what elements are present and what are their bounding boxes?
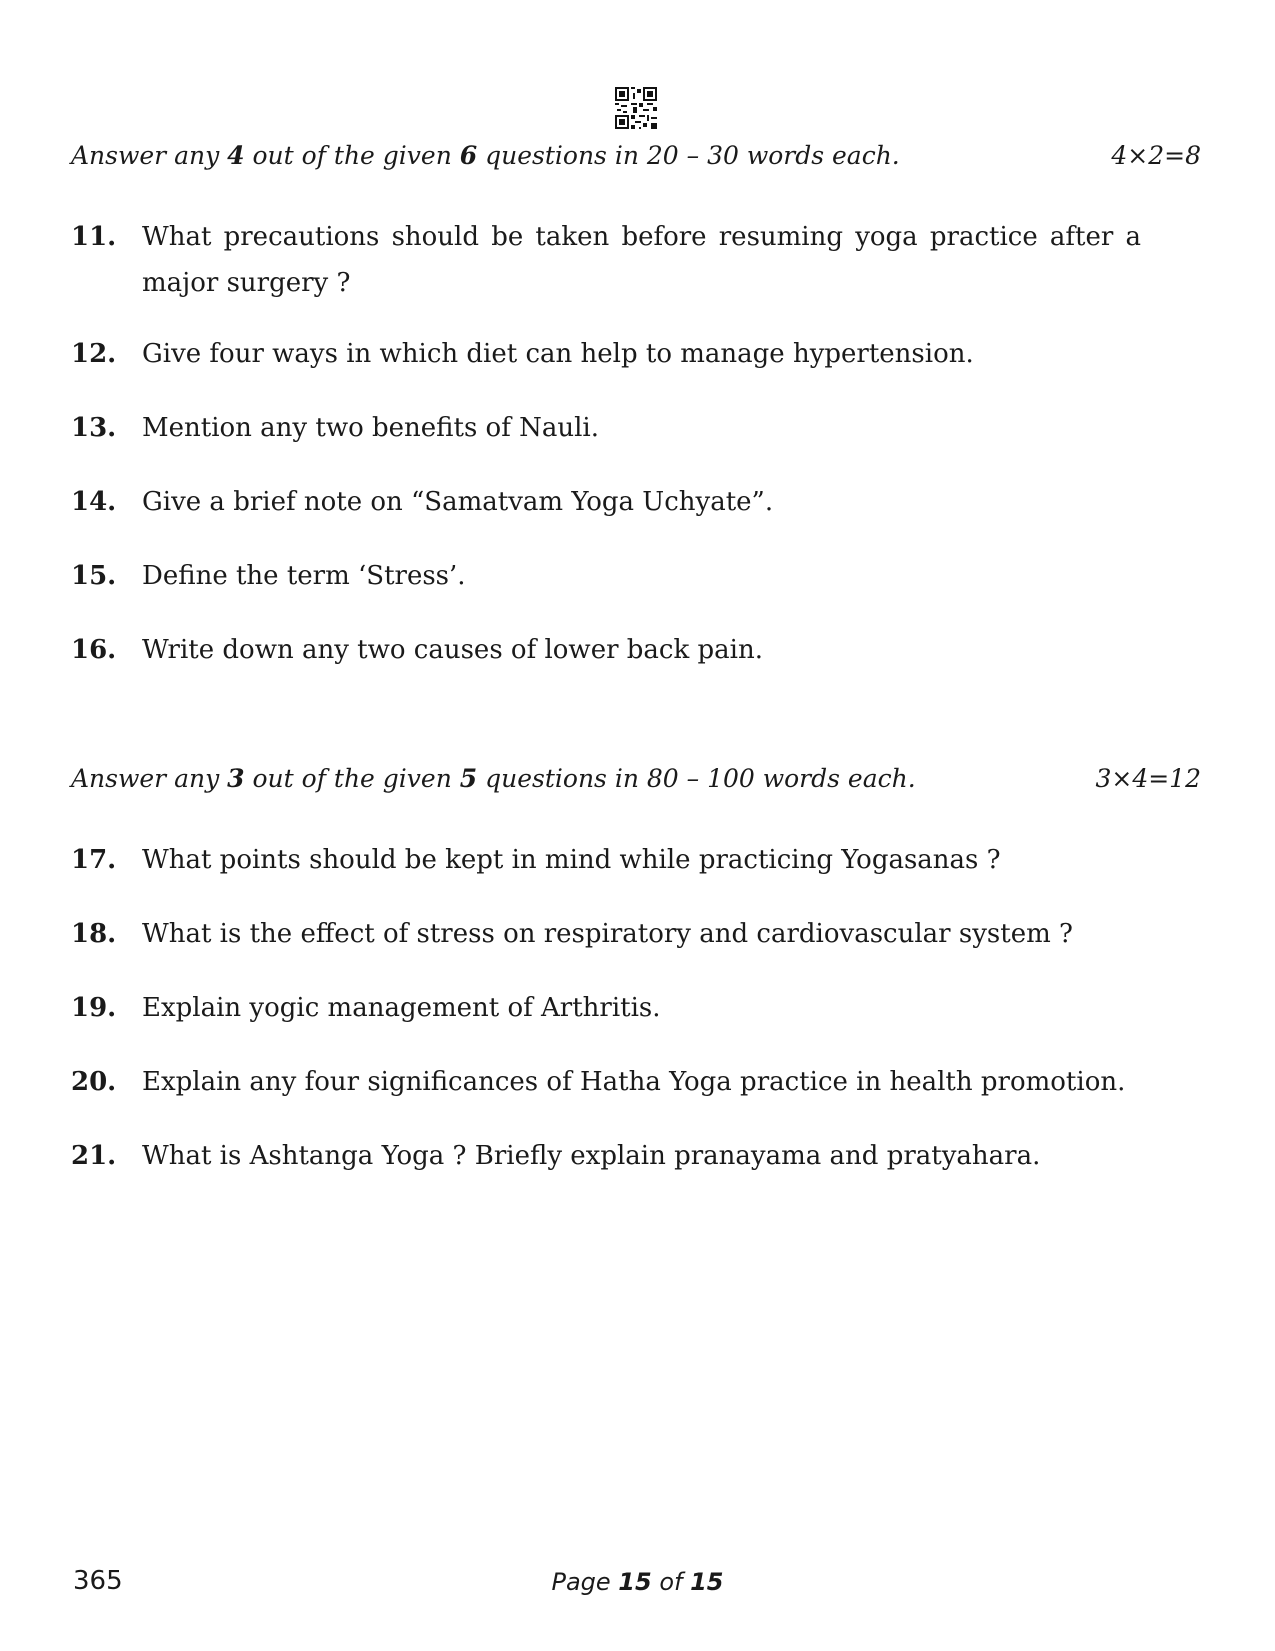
question-18 [71,911,1141,957]
question-19 [71,985,1141,1031]
paper-code: 365 [73,1566,123,1596]
question-number: 15. [71,561,117,591]
question-text: Give a brief note on “Samatvam Yoga Uchyate”. [142,487,774,517]
section-b-instruction-text: Answer any 3 out of the given 5 questions in 80 – 100 words each. [71,764,916,793]
question-number: 11. [71,222,117,252]
question-13 [71,405,1141,451]
question-text: Define the term ‘Stress’. [142,561,466,591]
question-number: 18. [71,919,117,949]
question-text: What is Ashtanga Yoga ? Briefly explain pranayama and pratyahara. [142,1141,1041,1171]
question-12 [71,331,1141,377]
question-number: 16. [71,635,117,665]
question-text: What is the effect of stress on respiratory and cardiovascular system ? [142,919,1073,949]
question-number: 20. [71,1067,117,1097]
section-a-instruction-text: Answer any 4 out of the given 6 questions in 20 – 30 words each. [71,141,900,170]
question-16 [71,627,1141,673]
question-text: Mention any two benefits of Nauli. [142,413,599,443]
question-number: 12. [71,339,117,369]
question-text: What points should be kept in mind while practicing Yogasanas ? [142,845,1001,875]
question-number: 13. [71,413,117,443]
question-number: 21. [71,1141,117,1171]
question-number: 14. [71,487,117,517]
question-text: Explain yogic management of Arthritis. [142,993,661,1023]
question-text: Write down any two causes of lower back pain. [142,635,763,665]
question-14 [71,479,1141,525]
question-21 [71,1133,1141,1179]
section-b-marks: 3×4=12 [1095,764,1201,793]
question-text: What precautions should be taken before resuming yoga practice after a major surgery ? [142,222,1141,298]
qr-code-icon [615,87,657,129]
question-11 [71,214,1141,306]
question-text: Explain any four significances of Hatha Yoga practice in health promotion. [142,1067,1126,1097]
question-17 [71,837,1141,883]
question-number: 19. [71,993,117,1023]
section-a-marks: 4×2=8 [1111,141,1201,170]
question-15 [71,553,1141,599]
question-20 [71,1059,1141,1105]
section-b-instruction [71,762,1201,796]
question-number: 17. [71,845,117,875]
question-text: Give four ways in which diet can help to manage hypertension. [142,339,974,369]
section-a-instruction [71,139,1201,173]
page-number: Page 15 of 15 [551,1568,724,1596]
